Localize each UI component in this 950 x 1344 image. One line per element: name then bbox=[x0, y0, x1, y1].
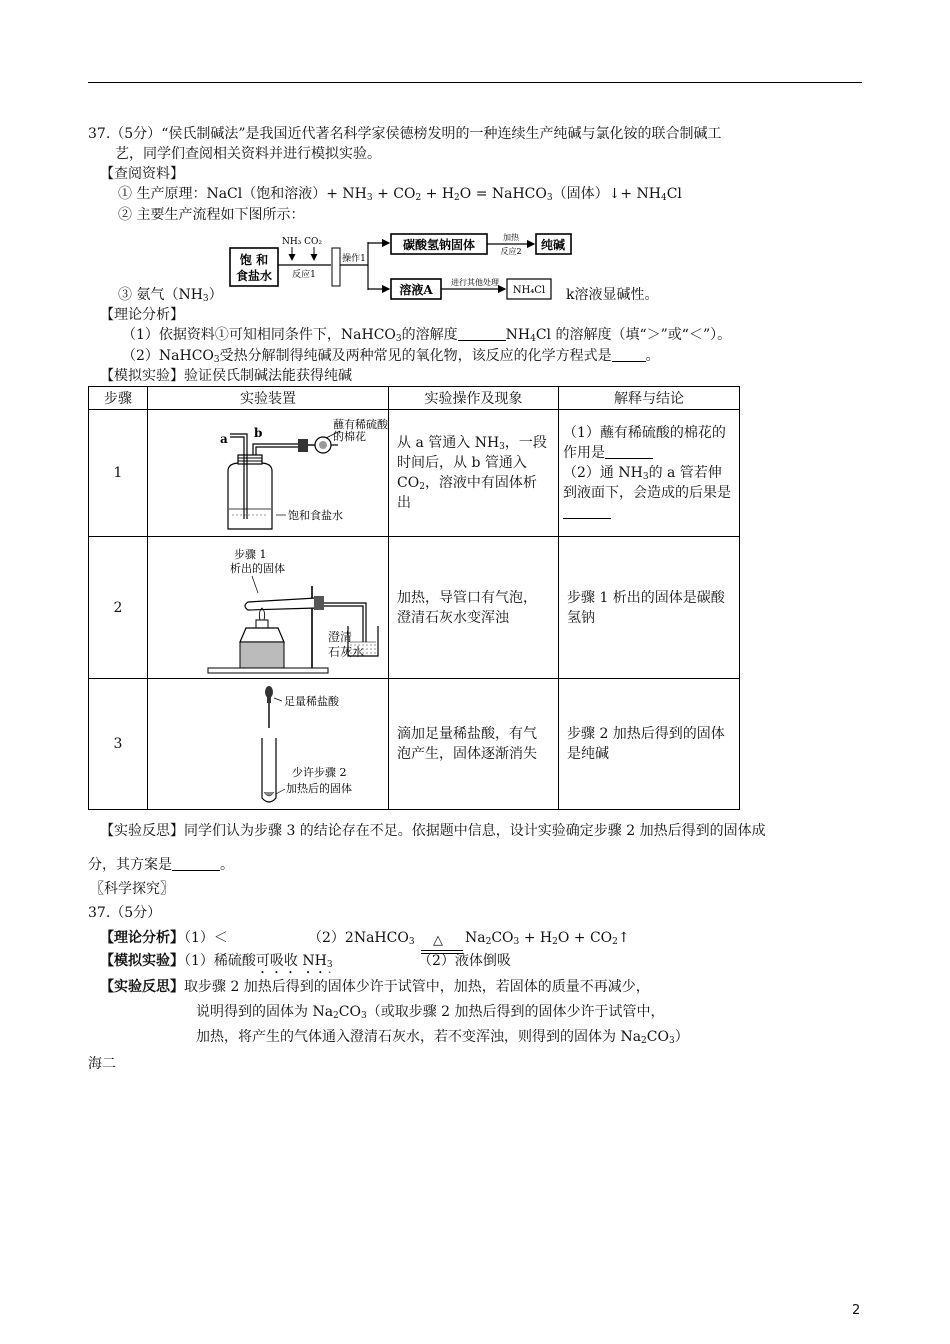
table-row bbox=[89, 410, 740, 537]
conclusion-cell bbox=[559, 537, 740, 679]
question-intro-line-2: 艺，同学们查阅相关资料并进行模拟实验。 bbox=[115, 146, 381, 162]
operation-text: 加热，导管口有气泡，澄清石灰水变浑浊 bbox=[397, 589, 537, 626]
theory-item-2: （2）NaHCO$_3$受热分解制得纯碱及两种常见的氧化物，该反应的化学方程式是 。 bbox=[122, 348, 660, 365]
svg-text:加热后的固体: 加热后的固体 bbox=[286, 781, 352, 795]
answer-theory-equation: （2）2NaHCO$_3$ △ $Na_2CO_3 + H_2O$ + $CO_2↑$ bbox=[308, 929, 630, 947]
question-intro-line-1: 37.（5分）“侯氏制碱法”是我国近代著名科学家侯德榜发明的一种连续生产纯碱与氯化铵的联合制碱工 bbox=[88, 126, 722, 142]
reference-heading: 【查阅资料】 bbox=[100, 166, 184, 182]
svg-text:a: a bbox=[220, 431, 228, 446]
flow-brine-bottom: 食盐水 bbox=[235, 269, 273, 283]
page-number: 2 bbox=[852, 1303, 861, 1318]
header-apparatus: 实验装置 bbox=[148, 387, 389, 410]
conclusion-cell bbox=[559, 679, 740, 810]
experiment-table bbox=[88, 386, 740, 810]
step-number: 3 bbox=[89, 679, 148, 810]
operation-cell bbox=[389, 537, 559, 679]
answer-section-title: 〖科学探究〗 bbox=[90, 881, 174, 897]
answer-blank[interactable] bbox=[458, 326, 506, 341]
table-row bbox=[89, 537, 740, 679]
svg-text:少许步骤 2: 少许步骤 2 bbox=[292, 765, 347, 779]
svg-text:饱和食盐水: 饱和食盐水 bbox=[288, 508, 343, 522]
operation-cell bbox=[389, 679, 559, 810]
flow-heat-label: 加热 bbox=[503, 233, 519, 242]
flow-product-label: 纯碱 bbox=[540, 238, 566, 252]
answer-reflection-3: 加热，将产生的气体通入澄清石灰水，若不变浑浊，则得到的固体为 $Na_2CO_3$） bbox=[196, 1029, 689, 1046]
table-row bbox=[89, 679, 740, 810]
flow-operation-1: 操作1 bbox=[342, 254, 366, 264]
conclusion-text: 步骤 2 加热后得到的固体是纯碱 bbox=[567, 726, 725, 762]
answer-blank[interactable] bbox=[172, 856, 220, 871]
svg-text:足量稀盐酸: 足量稀盐酸 bbox=[284, 694, 339, 708]
step-number: 2 bbox=[89, 537, 148, 679]
flow-reaction-2: 反应2 bbox=[500, 247, 522, 256]
flow-brine-top: 饱 和 bbox=[239, 253, 269, 267]
reflection-line-1: 【实验反思】同学们认为步骤 3 的结论存在不足。依据题中信息，设计实验确定步骤 2 加热后得到的固体成 bbox=[100, 823, 766, 839]
table-header-row bbox=[89, 387, 740, 410]
header-operation: 实验操作及现象 bbox=[389, 387, 559, 410]
answer-simulation-2: （2）液体倒吸 bbox=[418, 953, 511, 969]
conclusion-text: 步骤 1 析出的固体是碳酸氢钠 bbox=[567, 589, 725, 626]
lime-water-label: 澄清 石灰水 bbox=[328, 629, 365, 659]
answer-number: 37.（5分） bbox=[88, 905, 162, 921]
svg-text:蘸有稀硫酸: 蘸有稀硫酸 bbox=[333, 417, 388, 431]
apparatus-cell bbox=[148, 679, 389, 810]
svg-text:的棉花: 的棉花 bbox=[333, 429, 366, 443]
step-number: 1 bbox=[89, 410, 148, 537]
svg-text:步骤 1: 步骤 1 bbox=[234, 547, 267, 561]
simulation-heading: 【模拟实验】验证侯氏制碱法能获得纯碱 bbox=[100, 368, 352, 384]
conclusion-text: （1）蘸有稀硫酸的棉花的作用是 （2）通 $NH_3$的 a 管若伸到液面下，会造成的后果是 bbox=[559, 423, 739, 523]
header-rule bbox=[88, 82, 862, 83]
flow-intermediate bbox=[332, 248, 340, 286]
answer-blank[interactable] bbox=[612, 347, 646, 362]
svg-text:析出的固体: 析出的固体 bbox=[230, 561, 285, 575]
conclusion-cell bbox=[559, 410, 740, 537]
flow-reagents: NH₃ CO₂ bbox=[281, 237, 323, 247]
operation-text: 从 a 管通入 $NH_3$，一段时间后，从 b 管通入 $CO_2$，溶液中有固体析出 bbox=[397, 435, 547, 511]
answer-blank[interactable] bbox=[563, 504, 611, 519]
operation-cell bbox=[389, 410, 559, 537]
theory-item-1: （1）依据资料①可知相同条件下，NaHCO$_3$的溶解度 $NH_4Cl$ 的溶解度（填“＞”或“＜”）。 bbox=[122, 327, 732, 344]
header-step: 步骤 bbox=[89, 387, 148, 410]
reference-item-1: ① 生产原理：NaCl（饱和溶液）+ $NH_3 + CO_2 + H_2O$ = NaHCO$_3$（固体）↓+ $NH_4Cl$ bbox=[118, 186, 682, 203]
answer-simulation: 【模拟实验】（1）稀硫酸可吸收 $NH_3$ bbox=[100, 953, 333, 970]
source-label: 海二 bbox=[88, 1056, 116, 1072]
reference-item-2: ② 主要生产流程如下图所示： bbox=[118, 207, 305, 223]
reflection-line-2: 分，其方案是 。 bbox=[88, 857, 234, 873]
answer-reflection-1: 【实验反思】取步骤 2 加热后得到的固体少许于试管中，加热，若固体的质量不再减少， bbox=[100, 979, 650, 995]
answer-theory: 【理论分析】（1）＜ bbox=[100, 930, 228, 946]
header-conclusion: 解释与结论 bbox=[559, 387, 740, 410]
dropper-test-tube-figure bbox=[148, 680, 388, 809]
theory-heading: 【理论分析】 bbox=[100, 307, 184, 323]
flow-other-label: 进行其他处理 bbox=[451, 278, 499, 287]
reference-item-3: ③ 氨气$(NH_3)$ bbox=[118, 287, 223, 304]
flow-nh4cl-label: NH₄Cl bbox=[512, 285, 546, 296]
gas-bottle-apparatus-figure bbox=[148, 411, 388, 536]
flow-solid-label: 碳酸氢钠固体 bbox=[402, 238, 476, 252]
answer-reflection-2: 说明得到的固体为 $Na_2CO_3$（或取步骤 2 加热后得到的固体少许于试管中， bbox=[196, 1004, 665, 1021]
reference-item-3-tail: k溶液显碱性。 bbox=[566, 287, 659, 303]
operation-text: 滴加足量稀盐酸，有气泡产生，固体逐渐消失 bbox=[397, 726, 537, 762]
svg-text:b: b bbox=[254, 425, 263, 440]
answer-blank[interactable] bbox=[605, 444, 653, 459]
production-flow-diagram bbox=[228, 232, 573, 302]
flow-reaction-1: 反应1 bbox=[292, 270, 316, 280]
flow-solution-label: 溶液A bbox=[399, 283, 433, 297]
apparatus-cell bbox=[148, 537, 389, 679]
apparatus-cell bbox=[148, 410, 389, 537]
